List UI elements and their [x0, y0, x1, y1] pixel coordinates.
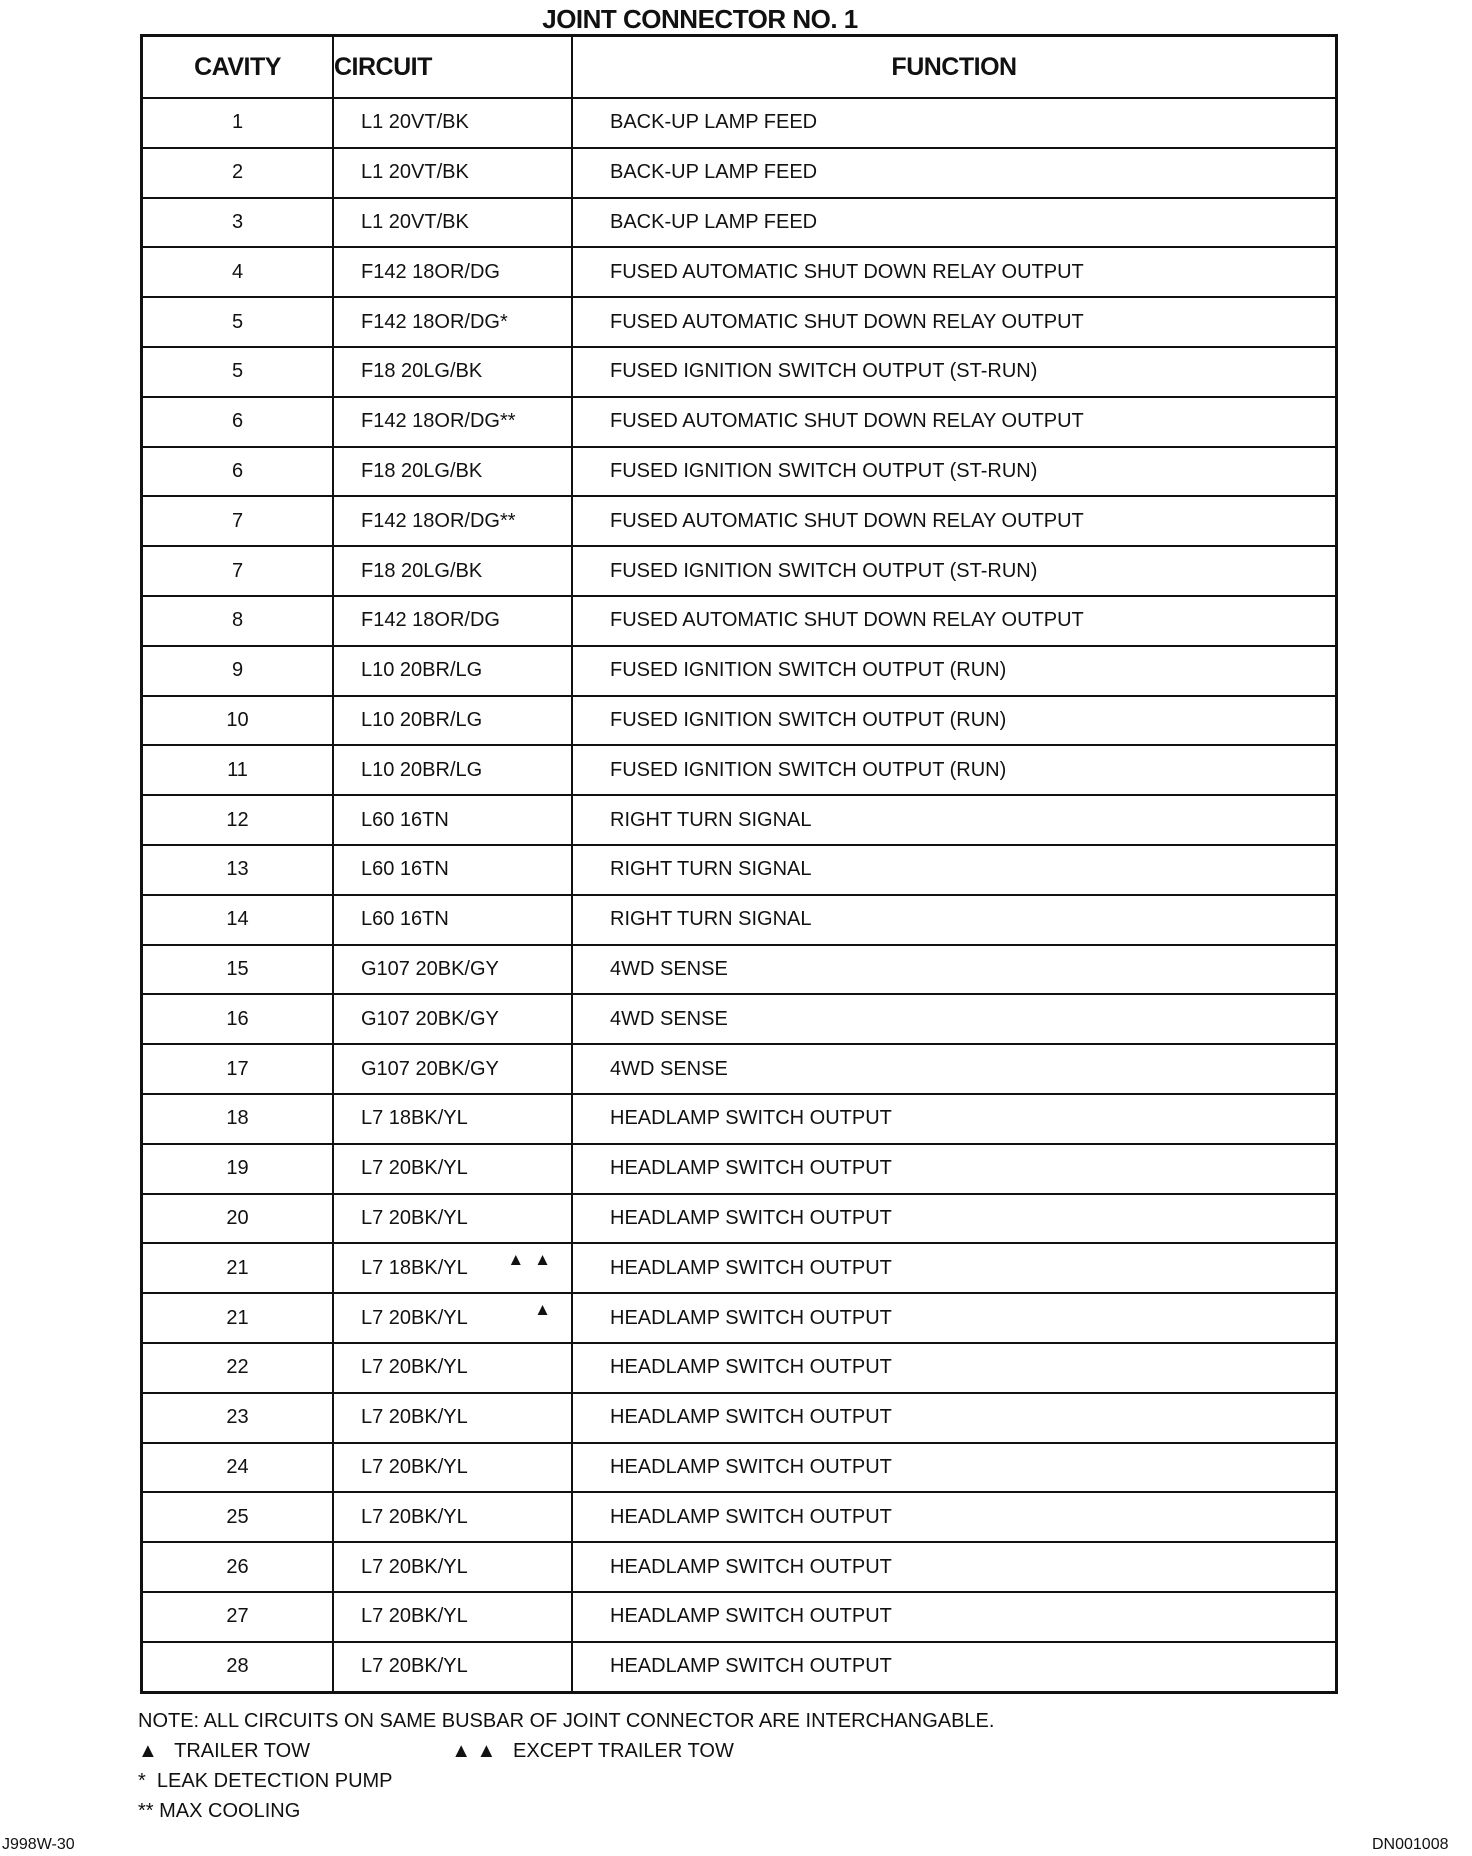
circuit-cell [333, 1293, 572, 1343]
circuit-code: L10 20BR/LG [361, 659, 483, 682]
cavity-cell: 27 [142, 1592, 334, 1642]
cavity-cell: 15 [142, 945, 334, 995]
joint-connector-table [140, 34, 1338, 1694]
function-cell [572, 1542, 1337, 1592]
table-row [142, 1194, 1337, 1244]
table-row [142, 945, 1337, 995]
circuit-code: L7 20BK/YL [361, 1157, 468, 1180]
circuit-code: G107 20BK/GY [361, 957, 499, 980]
circuit-cell [333, 945, 572, 995]
function-cell [572, 1343, 1337, 1393]
function-cell [572, 496, 1337, 546]
cavity-cell: 21 [142, 1293, 334, 1343]
legend-trailer-tow: TRAILER TOW [174, 1740, 311, 1762]
table-row [142, 1492, 1337, 1542]
circuit-code: F142 18OR/DG** [361, 509, 516, 532]
function-cell [572, 1642, 1337, 1692]
function-cell [572, 198, 1337, 248]
cavity-cell: 7 [142, 496, 334, 546]
table-row [142, 148, 1337, 198]
circuit-code: L1 20VT/BK [361, 161, 469, 184]
table-row [142, 596, 1337, 646]
cavity-cell: 18 [142, 1094, 334, 1144]
cavity-cell: 6 [142, 447, 334, 497]
circuit-cell [333, 397, 572, 447]
cavity-cell: 21 [142, 1243, 334, 1293]
circuit-code: L7 20BK/YL [361, 1505, 468, 1528]
double-triangle-icon: ▲ ▲ [451, 1740, 497, 1762]
function-cell [572, 745, 1337, 795]
column-header-cavity: CAVITY [142, 36, 334, 99]
circuit-cell [333, 1243, 572, 1293]
circuit-code: L60 16TN [361, 808, 449, 831]
function-cell [572, 696, 1337, 746]
table-row [142, 1393, 1337, 1443]
cavity-cell: 16 [142, 994, 334, 1044]
circuit-cell [333, 1443, 572, 1493]
table-body [142, 98, 1337, 1692]
function-text: FUSED AUTOMATIC SHUT DOWN RELAY OUTPUT [610, 410, 1084, 433]
function-text: FUSED AUTOMATIC SHUT DOWN RELAY OUTPUT [610, 260, 1084, 283]
circuit-cell [333, 198, 572, 248]
double-asterisk-icon: ** [138, 1800, 154, 1822]
cavity-cell: 1 [142, 98, 334, 148]
function-text: BACK-UP LAMP FEED [610, 111, 818, 134]
function-text: FUSED AUTOMATIC SHUT DOWN RELAY OUTPUT [610, 609, 1084, 632]
cavity-cell: 26 [142, 1542, 334, 1592]
function-text: HEADLAMP SWITCH OUTPUT [610, 1406, 892, 1429]
function-cell [572, 397, 1337, 447]
circuit-code: L10 20BR/LG [361, 758, 483, 781]
function-cell [572, 1393, 1337, 1443]
table-row [142, 198, 1337, 248]
asterisk-icon: * [138, 1770, 146, 1792]
cavity-cell: 13 [142, 845, 334, 895]
cavity-cell: 3 [142, 198, 334, 248]
circuit-code: F142 18OR/DG [361, 260, 500, 283]
circuit-cell [333, 1094, 572, 1144]
function-cell [572, 1243, 1337, 1293]
table-row [142, 994, 1337, 1044]
function-text: HEADLAMP SWITCH OUTPUT [610, 1206, 892, 1229]
function-cell [572, 945, 1337, 995]
function-text: FUSED IGNITION SWITCH OUTPUT (ST-RUN) [610, 360, 1038, 383]
cavity-cell: 17 [142, 1044, 334, 1094]
function-cell [572, 297, 1337, 347]
function-cell [572, 1144, 1337, 1194]
circuit-cell [333, 845, 572, 895]
circuit-code: F18 20LG/BK [361, 459, 483, 482]
circuit-cell [333, 1144, 572, 1194]
circuit-code: F142 18OR/DG* [361, 310, 508, 333]
function-cell [572, 646, 1337, 696]
function-text: 4WD SENSE [610, 1057, 728, 1080]
table-header-row [142, 36, 1337, 99]
cavity-cell: 23 [142, 1393, 334, 1443]
cavity-cell: 24 [142, 1443, 334, 1493]
circuit-cell [333, 98, 572, 148]
function-text: FUSED IGNITION SWITCH OUTPUT (RUN) [610, 708, 1007, 731]
function-cell [572, 347, 1337, 397]
cavity-cell: 4 [142, 247, 334, 297]
function-text: HEADLAMP SWITCH OUTPUT [610, 1655, 892, 1678]
function-cell [572, 247, 1337, 297]
circuit-cell [333, 1592, 572, 1642]
cavity-cell: 11 [142, 745, 334, 795]
circuit-code: L60 16TN [361, 858, 449, 881]
table-row [142, 247, 1337, 297]
circuit-code: G107 20BK/GY [361, 1007, 499, 1030]
circuit-cell [333, 1542, 572, 1592]
cavity-cell: 25 [142, 1492, 334, 1542]
function-cell [572, 1094, 1337, 1144]
function-text: HEADLAMP SWITCH OUTPUT [610, 1306, 892, 1329]
circuit-code: L7 20BK/YL [361, 1605, 468, 1628]
circuit-cell [333, 1642, 572, 1692]
circuit-cell [333, 596, 572, 646]
column-header-function: FUNCTION [572, 36, 1337, 99]
cavity-cell: 5 [142, 347, 334, 397]
table-row [142, 1542, 1337, 1592]
circuit-code: F18 20LG/BK [361, 559, 483, 582]
page-title: JOINT CONNECTOR NO. 1 [542, 4, 858, 34]
table-row [142, 1343, 1337, 1393]
function-text: FUSED AUTOMATIC SHUT DOWN RELAY OUTPUT [610, 509, 1084, 532]
function-cell [572, 895, 1337, 945]
table-row [142, 1592, 1337, 1642]
table-row [142, 745, 1337, 795]
circuit-code: L7 20BK/YL [361, 1655, 468, 1678]
function-text: FUSED AUTOMATIC SHUT DOWN RELAY OUTPUT [610, 310, 1084, 333]
table-row [142, 696, 1337, 746]
legend-row-leak [138, 1766, 994, 1796]
cavity-cell: 5 [142, 297, 334, 347]
table-row [142, 297, 1337, 347]
table-row [142, 1044, 1337, 1094]
function-text: RIGHT TURN SIGNAL [610, 858, 812, 881]
function-cell [572, 795, 1337, 845]
circuit-cell [333, 895, 572, 945]
legend-max-cooling: MAX COOLING [159, 1800, 301, 1822]
circuit-code: L7 20BK/YL [361, 1206, 468, 1229]
cavity-cell: 19 [142, 1144, 334, 1194]
function-cell [572, 1194, 1337, 1244]
cavity-cell: 7 [142, 546, 334, 596]
circuit-code: L1 20VT/BK [361, 111, 469, 134]
function-cell [572, 1293, 1337, 1343]
table-row [142, 98, 1337, 148]
function-cell [572, 546, 1337, 596]
function-text: 4WD SENSE [610, 1007, 728, 1030]
function-text: HEADLAMP SWITCH OUTPUT [610, 1256, 892, 1279]
circuit-code: L7 20BK/YL [361, 1306, 468, 1329]
table-row [142, 347, 1337, 397]
function-text: HEADLAMP SWITCH OUTPUT [610, 1356, 892, 1379]
function-text: RIGHT TURN SIGNAL [610, 808, 812, 831]
circuit-code: L60 16TN [361, 908, 449, 931]
circuit-code: L7 20BK/YL [361, 1455, 468, 1478]
cavity-cell: 12 [142, 795, 334, 845]
circuit-code: L7 20BK/YL [361, 1555, 468, 1578]
cavity-cell: 10 [142, 696, 334, 746]
table-row [142, 1443, 1337, 1493]
circuit-cell [333, 496, 572, 546]
legend-row-trailer [138, 1736, 994, 1766]
table-row [142, 1243, 1337, 1293]
function-cell [572, 148, 1337, 198]
function-cell [572, 994, 1337, 1044]
function-cell [572, 1443, 1337, 1493]
circuit-cell [333, 745, 572, 795]
circuit-cell [333, 994, 572, 1044]
function-text: BACK-UP LAMP FEED [610, 161, 818, 184]
function-text: HEADLAMP SWITCH OUTPUT [610, 1157, 892, 1180]
circuit-cell [333, 1194, 572, 1244]
cavity-cell: 14 [142, 895, 334, 945]
function-text: 4WD SENSE [610, 957, 728, 980]
function-cell [572, 1592, 1337, 1642]
circuit-cell [333, 148, 572, 198]
circuit-cell [333, 1044, 572, 1094]
circuit-code: F18 20LG/BK [361, 360, 483, 383]
table-row [142, 1642, 1337, 1692]
legend-leak-detection-pump: LEAK DETECTION PUMP [156, 1770, 393, 1792]
table-row [142, 646, 1337, 696]
circuit-cell [333, 347, 572, 397]
table-row [142, 1293, 1337, 1343]
circuit-cell [333, 447, 572, 497]
footer-figure-id: J998W-30 [2, 1836, 75, 1853]
notes-section [138, 1706, 994, 1826]
circuit-code: G107 20BK/GY [361, 1057, 499, 1080]
function-text: FUSED IGNITION SWITCH OUTPUT (ST-RUN) [610, 559, 1038, 582]
circuit-cell [333, 696, 572, 746]
circuit-code: F142 18OR/DG [361, 609, 500, 632]
cavity-cell: 8 [142, 596, 334, 646]
function-cell [572, 1044, 1337, 1094]
table-row [142, 397, 1337, 447]
table-row [142, 795, 1337, 845]
circuit-cell [333, 1393, 572, 1443]
function-cell [572, 1492, 1337, 1542]
table-row [142, 496, 1337, 546]
cavity-cell: 20 [142, 1194, 334, 1244]
cavity-cell: 2 [142, 148, 334, 198]
table-row [142, 845, 1337, 895]
circuit-code: L7 20BK/YL [361, 1356, 468, 1379]
function-text: HEADLAMP SWITCH OUTPUT [610, 1455, 892, 1478]
circuit-cell [333, 1492, 572, 1542]
cavity-cell: 9 [142, 646, 334, 696]
circuit-code: L1 20VT/BK [361, 210, 469, 233]
function-text: BACK-UP LAMP FEED [610, 210, 818, 233]
function-text: FUSED IGNITION SWITCH OUTPUT (ST-RUN) [610, 459, 1038, 482]
cavity-cell: 6 [142, 397, 334, 447]
legend-except-trailer-tow: EXCEPT TRAILER TOW [513, 1740, 734, 1762]
circuit-cell [333, 1343, 572, 1393]
function-text: FUSED IGNITION SWITCH OUTPUT (RUN) [610, 659, 1007, 682]
footer-doc-id: DN001008 [1372, 1836, 1449, 1853]
function-cell [572, 98, 1337, 148]
circuit-cell [333, 546, 572, 596]
table-row [142, 1094, 1337, 1144]
trailer-tow-triangle-icon: ▲ [534, 1300, 561, 1320]
circuit-code: L7 18BK/YL [361, 1256, 468, 1279]
table-row [142, 1144, 1337, 1194]
table-row [142, 895, 1337, 945]
function-cell [572, 447, 1337, 497]
circuit-cell [333, 795, 572, 845]
circuit-code: F142 18OR/DG** [361, 410, 516, 433]
circuit-cell [333, 247, 572, 297]
circuit-cell [333, 646, 572, 696]
function-text: HEADLAMP SWITCH OUTPUT [610, 1107, 892, 1130]
function-text: FUSED IGNITION SWITCH OUTPUT (RUN) [610, 758, 1007, 781]
circuit-code: L7 20BK/YL [361, 1406, 468, 1429]
function-text: HEADLAMP SWITCH OUTPUT [610, 1605, 892, 1628]
function-text: HEADLAMP SWITCH OUTPUT [610, 1555, 892, 1578]
table-row [142, 447, 1337, 497]
cavity-cell: 22 [142, 1343, 334, 1393]
cavity-cell: 28 [142, 1642, 334, 1692]
function-cell [572, 845, 1337, 895]
circuit-code: L7 18BK/YL [361, 1107, 468, 1130]
function-cell [572, 596, 1337, 646]
trailer-tow-triangle-icon: ▲▲ [507, 1250, 561, 1270]
function-text: RIGHT TURN SIGNAL [610, 908, 812, 931]
table-row [142, 546, 1337, 596]
note-text: NOTE: ALL CIRCUITS ON SAME BUSBAR OF JOINT CONNECTOR ARE INTERCHANGABLE. [138, 1710, 995, 1732]
triangle-icon: ▲ [138, 1740, 158, 1762]
column-header-circuit: CIRCUIT [333, 36, 572, 99]
function-text: HEADLAMP SWITCH OUTPUT [610, 1505, 892, 1528]
legend-row-cooling [138, 1796, 994, 1826]
circuit-code: L10 20BR/LG [361, 708, 483, 731]
circuit-cell [333, 297, 572, 347]
